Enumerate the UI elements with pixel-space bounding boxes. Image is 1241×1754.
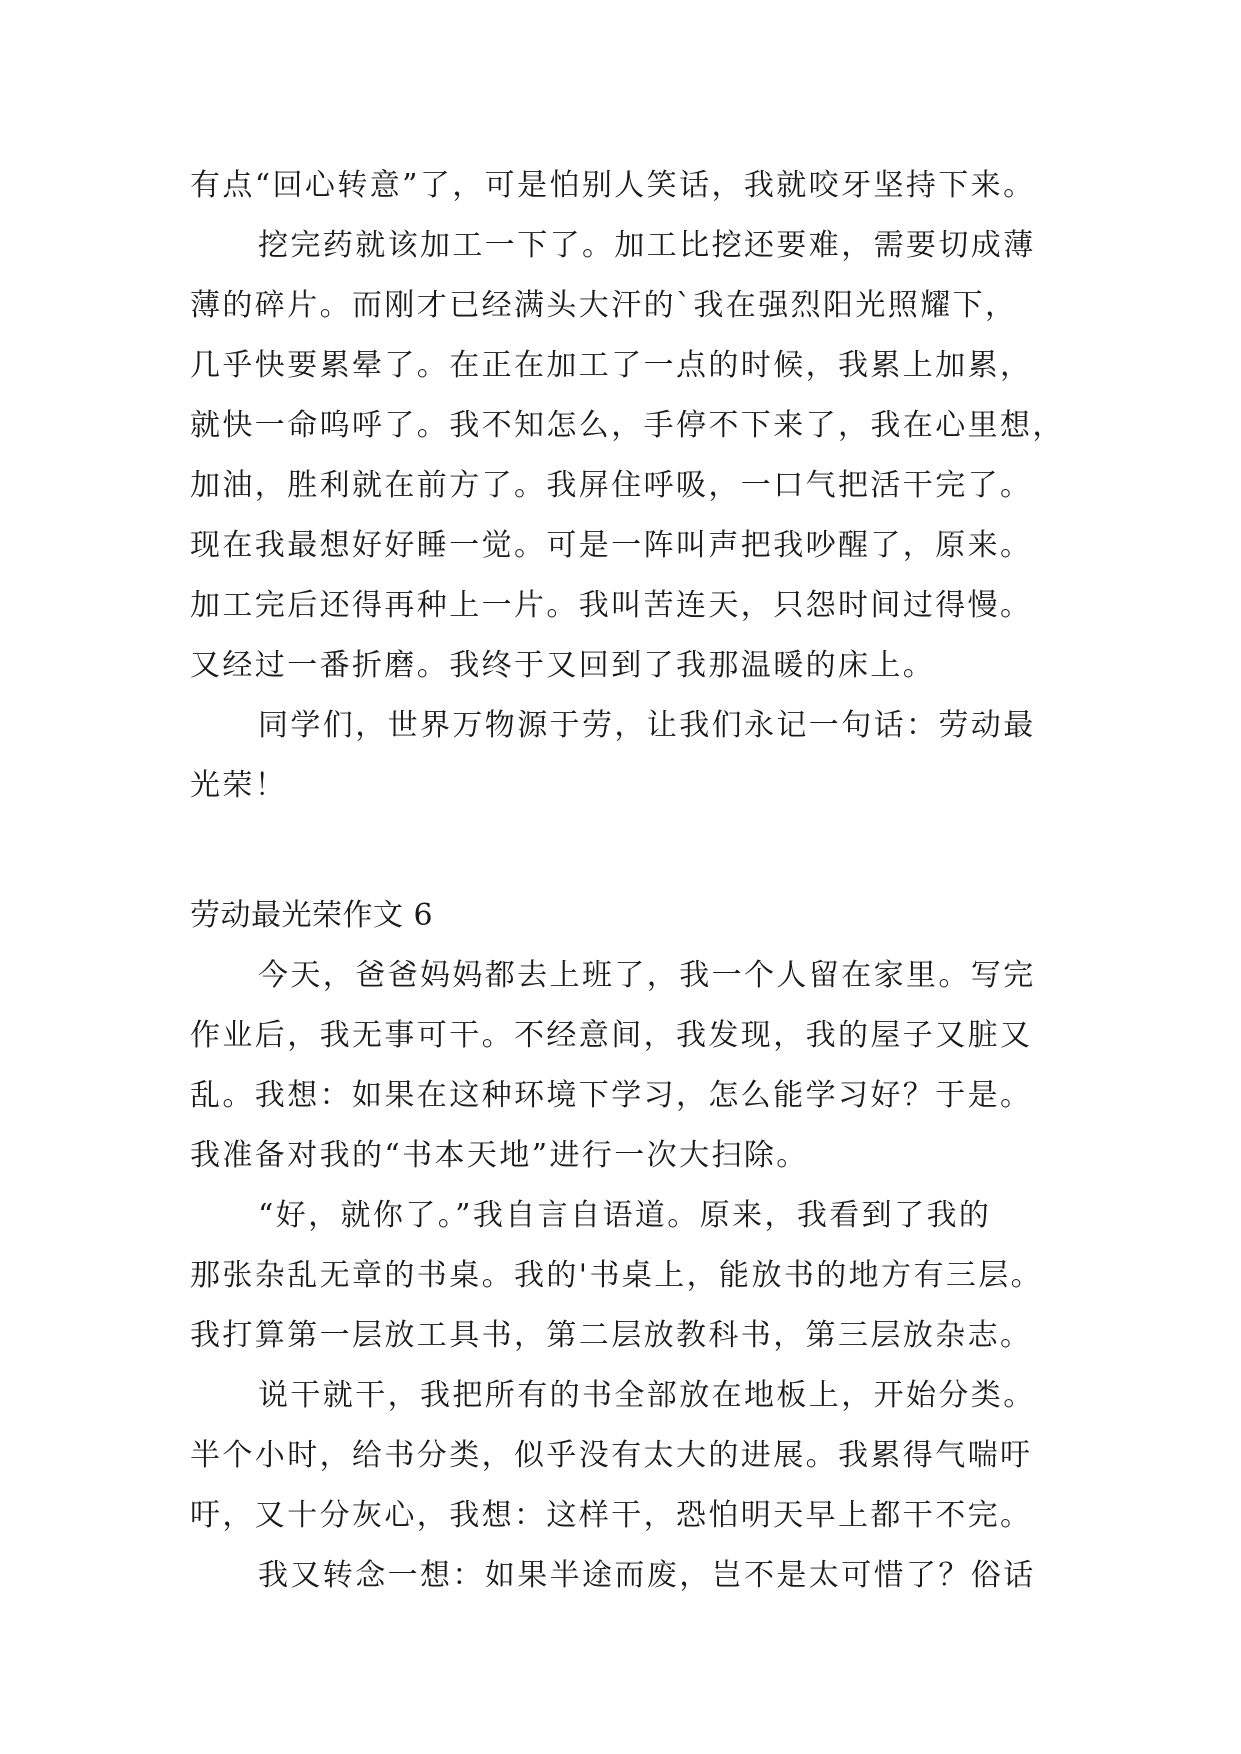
text-line: 我打算第一层放工具书，第二层放教科书，第三层放杂志。 [190,1318,1033,1353]
paragraph-start-line: 挖完药就该加工一下了。加工比挖还要难，需要切成薄 [258,228,1036,263]
paragraph-start-line: 我又转念一想：如果半途而废，岂不是太可惜了？俗话 [258,1558,1036,1593]
text-line: 我准备对我的“书本天地”进行一次大扫除。 [190,1138,809,1173]
text-line: 半个小时，给书分类，似乎没有太大的进展。我累得气喘吁 [190,1438,1033,1473]
text-line: 那张杂乱无章的书桌。我的'书桌上，能放书的地方有三层。 [190,1258,1044,1293]
text-line: 现在我最想好好睡一觉。可是一阵叫声把我吵醒了，原来。 [190,528,1033,563]
text-line: 作业后，我无事可干。不经意间，我发现，我的屋子又脏又 [190,1018,1033,1053]
paragraph-start-line: 今天，爸爸妈妈都去上班了，我一个人留在家里。写完 [258,958,1036,993]
text-line: 有点“回心转意”了，可是怕别人笑话，我就咬牙坚持下来。 [190,168,1036,203]
paragraph-start-line: “好，就你了。”我自言自语道。原来，我看到了我的 [258,1198,992,1233]
text-line: 就快一命呜呼了。我不知怎么，手停不下来了，我在心里想， [190,408,1065,443]
text-line: 加油，胜利就在前方了。我屏住呼吸，一口气把活干完了。 [190,468,1033,503]
text-line: 薄的碎片。而刚才已经满头大汗的`我在强烈阳光照耀下， [190,288,1018,323]
paragraph-start-line: 说干就干，我把所有的书全部放在地板上，开始分类。 [258,1378,1036,1413]
text-line: 乱。我想：如果在这种环境下学习，怎么能学习好？于是。 [190,1078,1033,1113]
text-line: 吁，又十分灰心，我想：这样干，恐怕明天早上都干不完。 [190,1498,1033,1533]
text-line: 几乎快要累晕了。在正在加工了一点的时候，我累上加累， [190,348,1033,383]
section-heading: 劳动最光荣作文 6 [190,898,434,933]
text-line: 又经过一番折磨。我终于又回到了我那温暖的床上。 [190,648,936,683]
paragraph-start-line: 同学们，世界万物源于劳，让我们永记一句话：劳动最 [258,708,1036,743]
text-line: 光荣！ [190,768,288,803]
text-line: 加工完后还得再种上一片。我叫苦连天，只怨时间过得慢。 [190,588,1033,623]
